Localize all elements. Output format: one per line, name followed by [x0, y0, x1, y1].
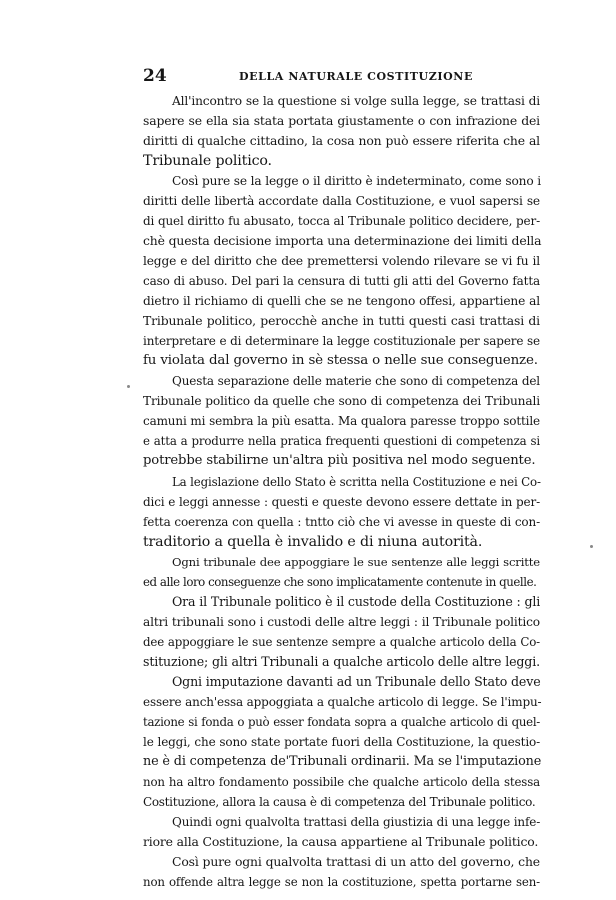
text-line: legge e del diritto che dee premettersi volendo rilevare se vi fu il: [143, 254, 540, 269]
text-line: e atta a produrre nella pratica frequenti questioni di competenza si: [143, 434, 540, 449]
text-line: altri tribunali sono i custodi delle altre leggi : il Tribunale politico: [143, 614, 540, 629]
text-line: le leggi, che sono state portate fuori della Costituzione, la questio-: [143, 734, 540, 749]
text-line: Tribunale politico, perocchè anche in tutti questi casi trattasi di: [143, 313, 540, 329]
text-line: traditorio a quella è invalido e di niuna autorità.: [143, 533, 483, 550]
text-line: Tribunale politico da quelle che sono di competenza dei Tribunali: [143, 394, 540, 409]
page-speck: [127, 385, 130, 388]
text-line: dietro il richiamo di quelli che se ne tengono offesi, appartiene al: [143, 294, 540, 309]
text-line: Costituzione, allora la causa è di competenza del Tribunale politico.: [143, 794, 536, 809]
text-line: potrebbe stabilirne un'altra più positiva nel modo seguente.: [143, 453, 536, 469]
text-line: chè questa decisione importa una determinazione dei limiti della: [143, 233, 542, 249]
text-line: La legislazione dello Stato è scritta nella Costituzione e nei Co-: [172, 474, 541, 489]
page-speck: [590, 545, 593, 548]
text-line: non offende altra legge se non la costituzione, spetta portarne sen-: [143, 875, 540, 889]
text-line: ne è di competenza de'Tribunali ordinarii. Ma se l'imputazione: [143, 753, 542, 769]
text-line: stituzione; gli altri Tribunali a qualche articolo delle altre leggi.: [143, 653, 540, 669]
text-line: All'incontro se la questione si volge sulla legge, se trattasi di: [172, 94, 540, 108]
text-line: camuni mi sembra la più esatta. Ma qualora paresse troppo sottile: [143, 414, 540, 429]
running-title: DELLA NATURALE COSTITUZIONE: [239, 70, 473, 83]
text-line: dici e leggi annesse : questi e queste devono essere dettate in per-: [143, 494, 540, 509]
text-line: dee appoggiare le sue sentenze sempre a qualche articolo della Co-: [143, 634, 540, 649]
text-line: di quel diritto fu abusato, tocca al Tribunale politico decidere, per-: [143, 214, 540, 229]
text-line: Ora il Tribunale politico è il custode della Costituzione : gli: [172, 593, 541, 609]
text-line: Ogni tribunale dee appoggiare le sue sentenze alle leggi scritte: [172, 554, 540, 569]
text-line: interpretare e di determinare la legge costituzionale per sapere se: [143, 334, 540, 349]
text-line: Così pure se la legge o il diritto è indeterminato, come sono i: [172, 174, 541, 189]
running-header: [143, 66, 540, 86]
text-line: fetta coerenza con quella : tntto ciò che vi avesse in queste di con-: [143, 514, 540, 529]
text-line: Così pure ogni qualvolta trattasi di un atto del governo, che: [172, 853, 540, 869]
page-number: 24: [143, 66, 167, 86]
text-line: diritti delle libertà accordate dalla Costituzione, e vuol sapersi se: [143, 194, 540, 209]
text-line: Quindi ogni qualvolta trattasi della giustizia di una legge infe-: [172, 814, 541, 829]
text-line: riore alla Costituzione, la causa appartiene al Tribunale politico.: [143, 833, 539, 849]
text-line: ed alle loro conseguenze che sono implicatamente contenute in quelle.: [143, 574, 537, 589]
text-line: Questa separazione delle materie che sono di competenza del: [172, 374, 540, 389]
text-line: caso di abuso. Del pari la censura di tutti gli atti del Governo fatta: [143, 274, 540, 289]
text-line: essere anch'essa appoggiata a qualche articolo di legge. Se l'impu-: [143, 694, 542, 709]
text-line: diritti di qualche cittadino, la cosa non può essere riferita che al: [143, 133, 540, 149]
text-line: non ha altro fondamento possibile che qualche articolo della stessa: [143, 774, 540, 789]
text-line: Ogni imputazione davanti ad un Tribunale dello Stato deve: [172, 673, 541, 689]
text-line: Tribunale politico.: [143, 153, 272, 170]
text-line: sapere se ella sia stata portata giustamente o con infrazione dei: [143, 113, 540, 128]
text-line: tazione si fonda o può esser fondata sopra a qualche articolo di quel-: [143, 714, 540, 729]
text-line: fu violata dal governo in sè stessa o nelle sue conseguenze.: [143, 353, 538, 369]
